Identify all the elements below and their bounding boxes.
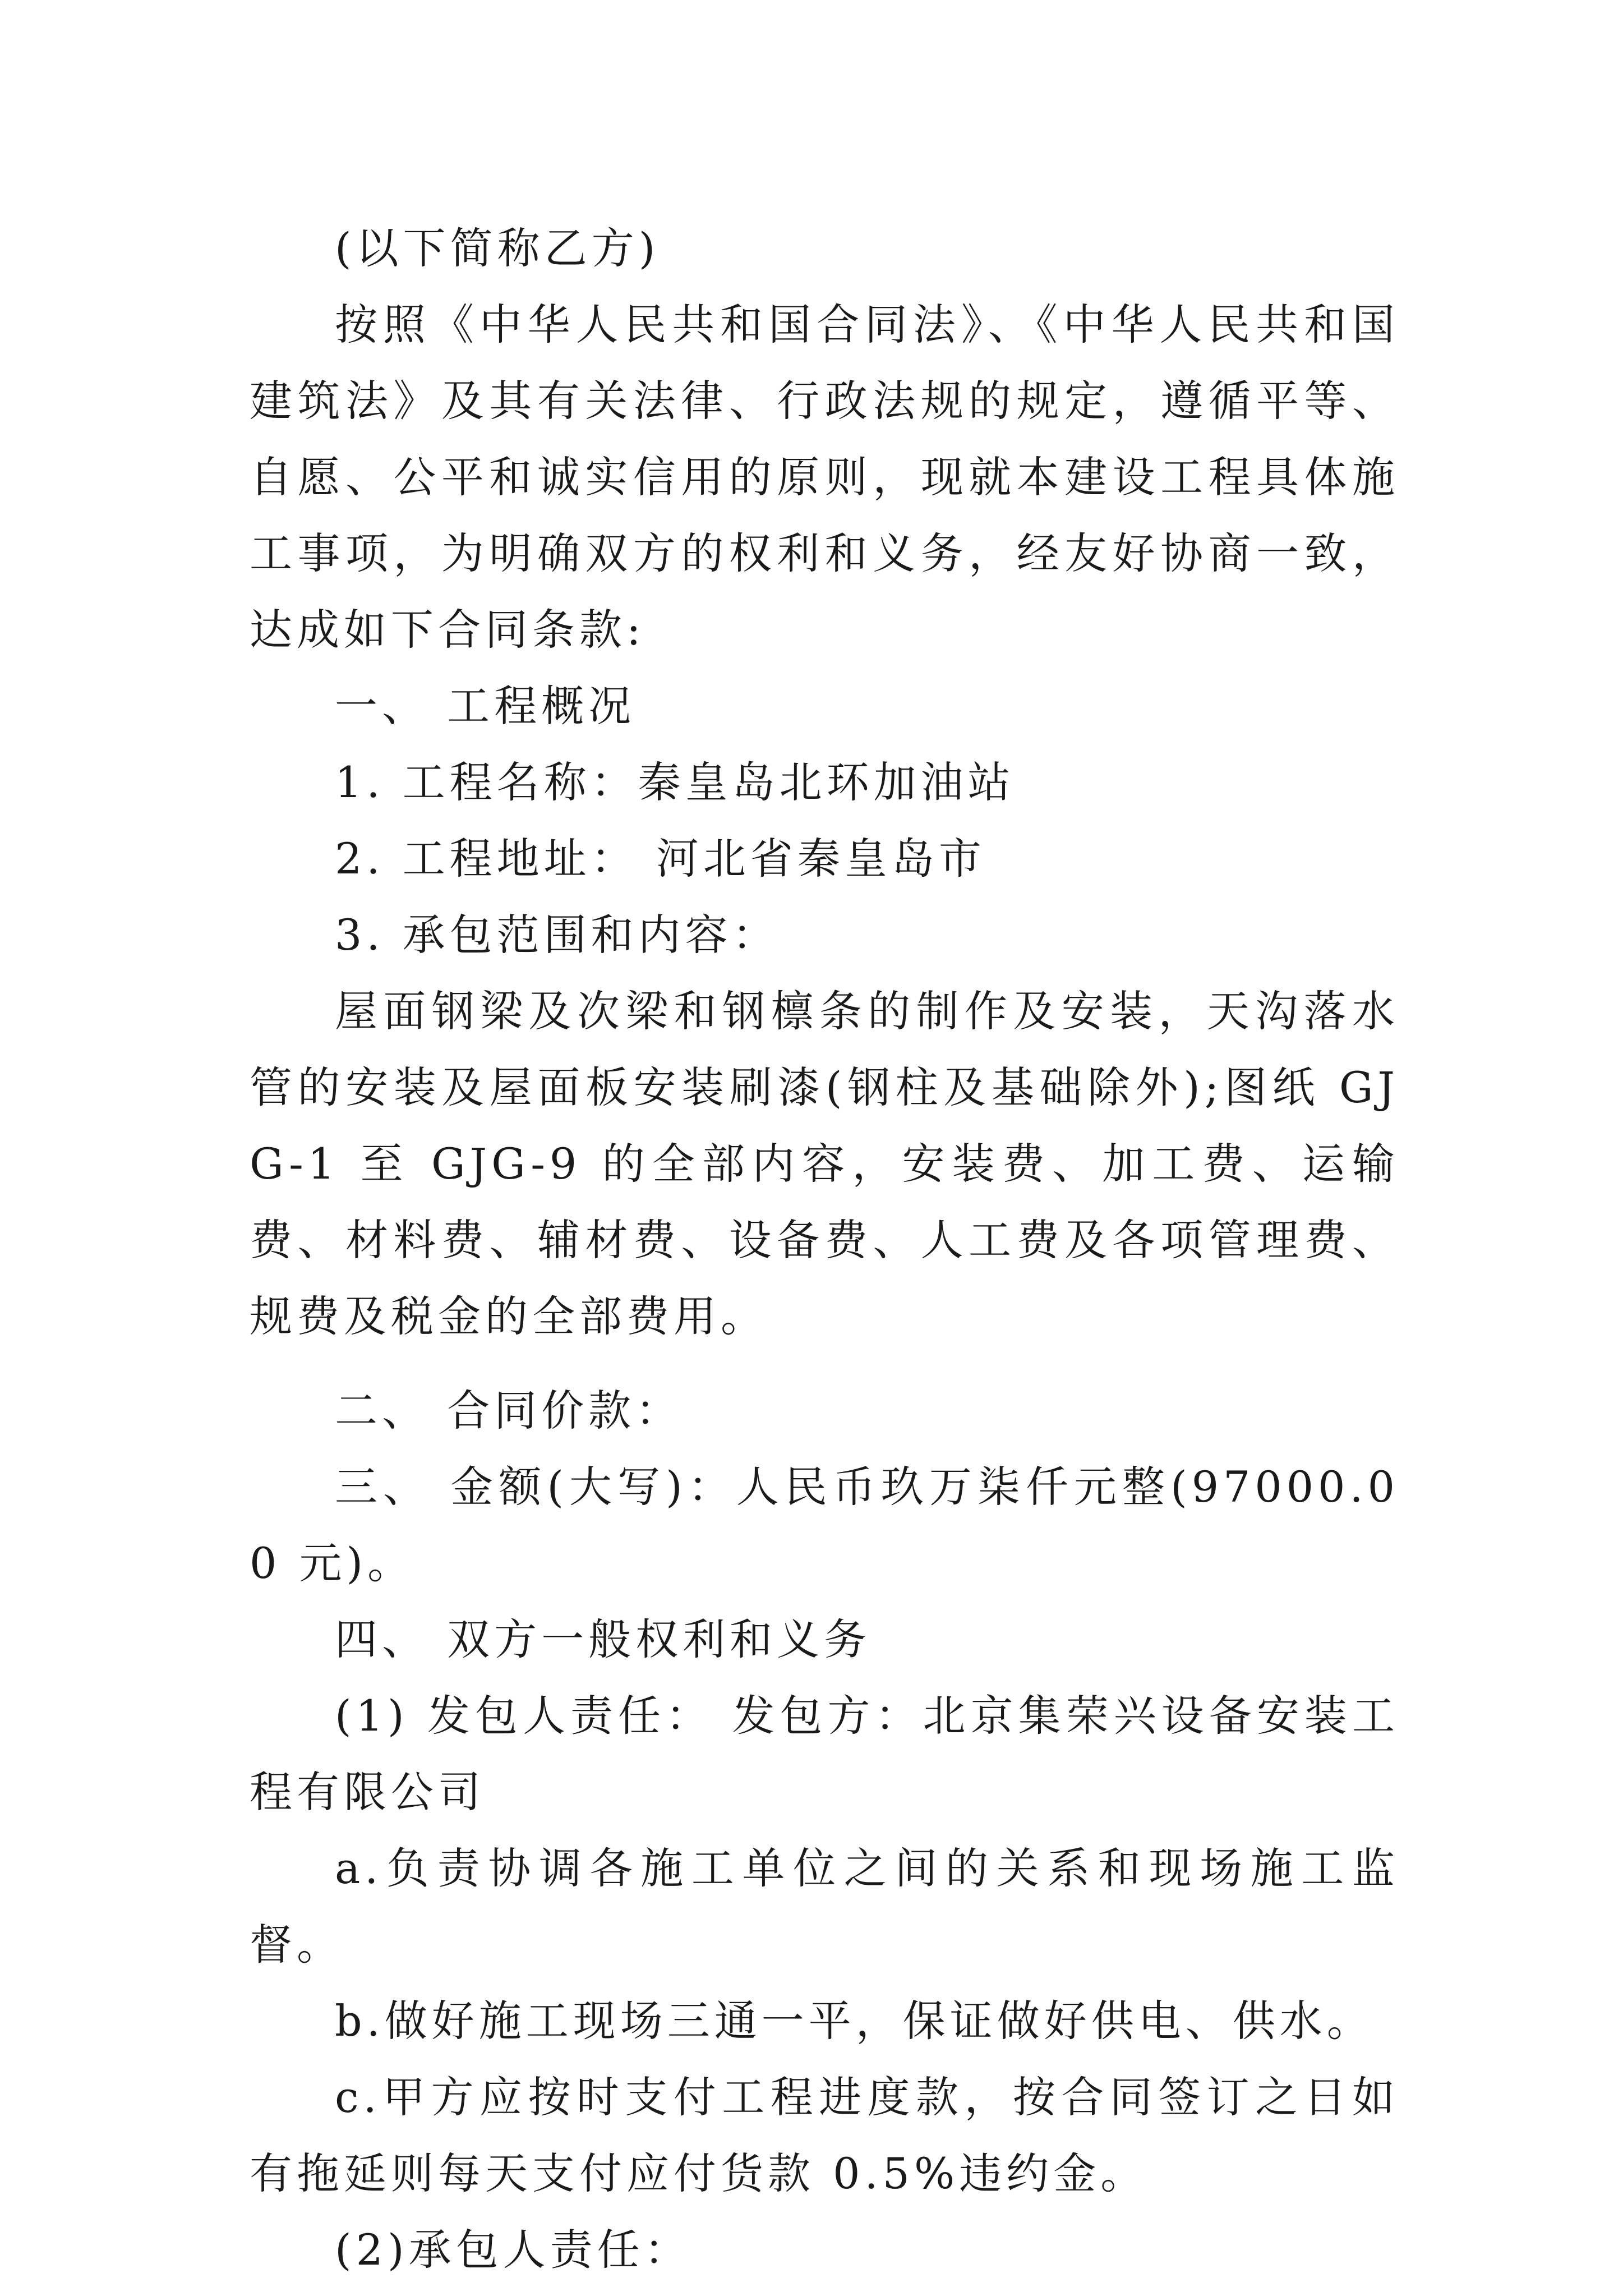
- preamble-paragraph: 按照《中华人民共和国合同法》、《中华人民共和国建筑法》及其有关法律、行政法规的规定，遵循平等、自愿、公平和诚实信用的原则，现就本建设工程具体施工事项，为明确双方的权利和义务，经友好协商一致，达成如下合同条款:: [250, 300, 1399, 655]
- employer-responsibility-heading: (1) 发包人责任： 发包方：北京集荣兴设备安装工程有限公司: [250, 1691, 1399, 1817]
- employer-duty-c: c.甲方应按时支付工程进度款，按合同签订之日如有拖延则每天支付应付货款 0.5%违约金。: [250, 2072, 1399, 2198]
- section-heading-contract-price: 二、 合同价款：: [335, 1386, 683, 1435]
- contractor-responsibility-heading: (2)承包人责任：: [335, 2225, 691, 2275]
- project-name: 1. 工程名称：秦皇岛北环加油站: [335, 757, 1015, 807]
- section-heading-project-overview: 一、 工程概况: [335, 681, 636, 731]
- scope-description: 屋面钢梁及次梁和钢檩条的制作及安装，天沟落水管的安装及屋面板安装刷漆(钢柱及基础除外);图纸 GJG-1 至 GJG-9 的全部内容，安装费、加工费、运输费、材料费、辅材费、设备费、人工费及各项管理费、规费及税金的全部费用。: [250, 986, 1399, 1341]
- employer-duty-b: b.做好施工现场三通一平，保证做好供电、供水。: [335, 1996, 1374, 2046]
- contract-amount: 三、 金额(大写)：人民币玖万柒仟元整(97000.00 元)。: [250, 1462, 1399, 1588]
- contract-body: [250, 210, 1399, 2288]
- employer-duty-a: a.负责协调各施工单位之间的关系和现场施工监督。: [250, 1843, 1399, 1970]
- party-b-abbreviation: (以下简称乙方): [335, 223, 660, 273]
- section-heading-rights-obligations: 四、 双方一般权利和义务: [335, 1614, 872, 1664]
- scope-heading: 3. 承包范围和内容：: [335, 910, 780, 960]
- project-address: 2. 工程地址： 河北省秦皇岛市: [335, 834, 986, 884]
